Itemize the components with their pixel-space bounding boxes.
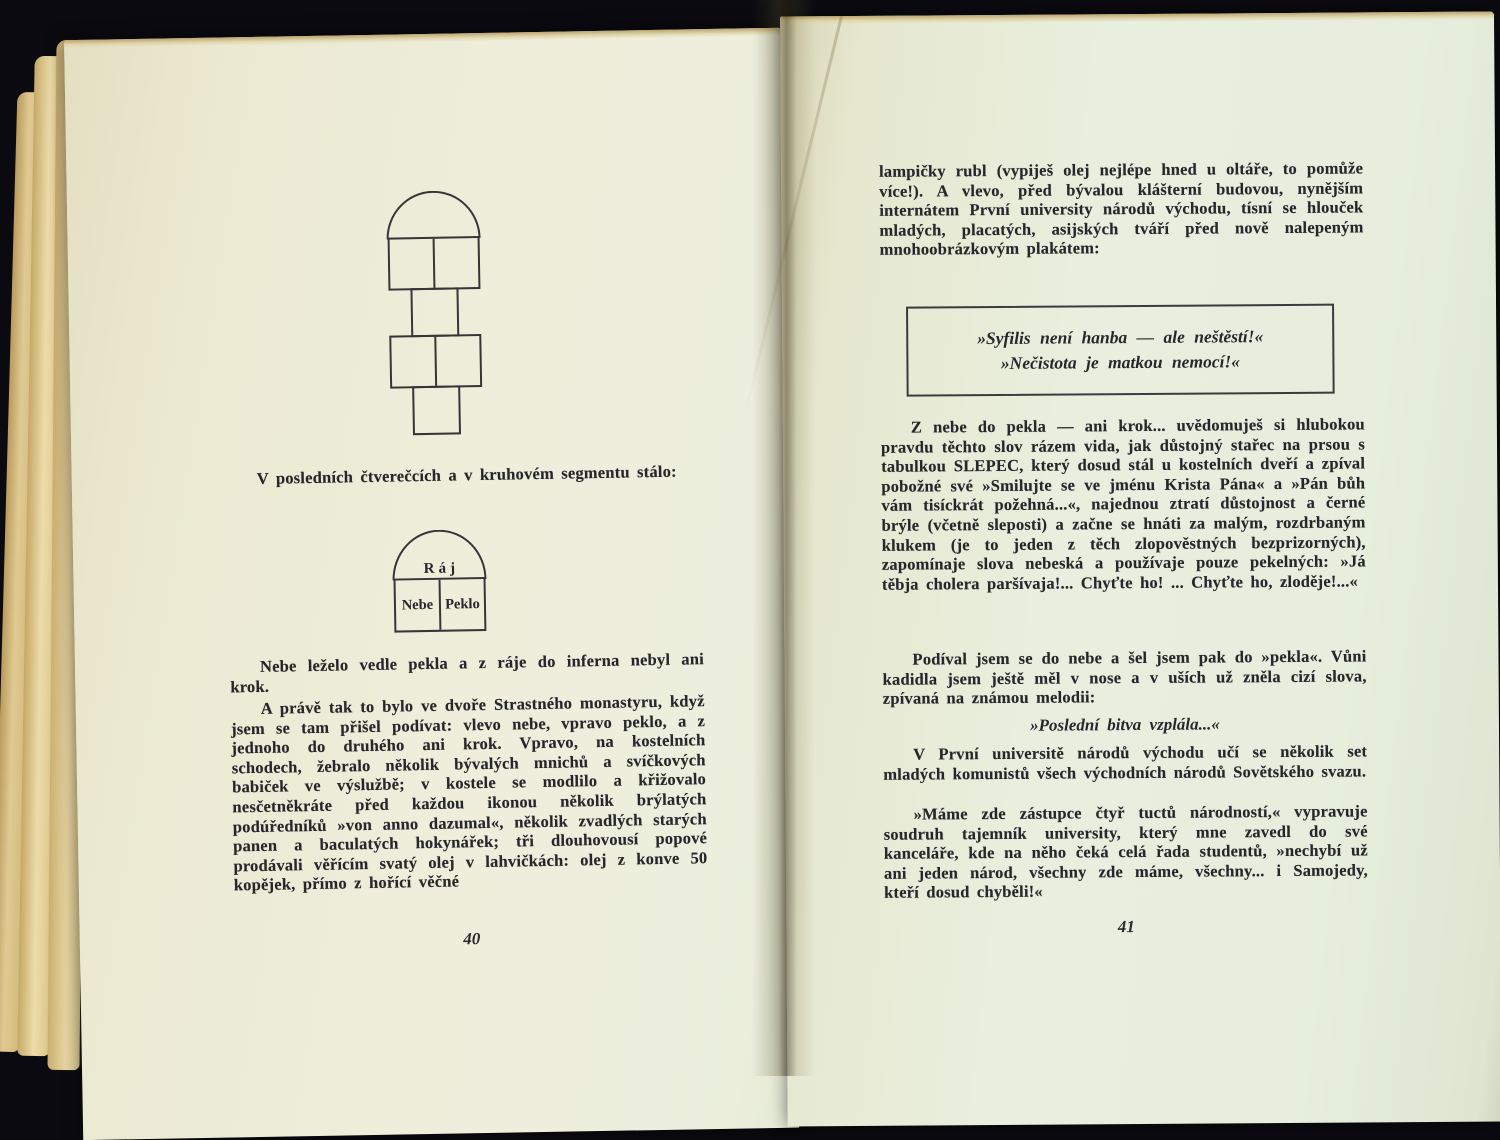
song-quote-line: »Poslední bitva vzplála...« [1029, 714, 1220, 735]
body-paragraph: Nebe leželo vedle pekla a z ráje do inferna nebyl ani krok. [230, 649, 705, 697]
body-paragraph: V První universitě národů východu učí se několik set mladých komunistů všech východních národů Sovětského svazu. [883, 741, 1368, 784]
hopscotch-single-square [410, 287, 459, 337]
body-paragraph: lampičky rubl (vypiješ olej nejlépe hned u oltáře, to pomůže více!). A vlevo, před bývalou klášterní budovou, nynějším internátem První university národů východu, tísní se hlouček mladých, placatých, asijských tváří před nově nalepeným mnohoobrázkovým plakátem: [879, 158, 1364, 260]
body-paragraph: »Máme zde zástupce čtyř tuctů národností,« vypravuje soudruh tajemník university, který mne zavedl do své kanceláře, kde na něho čeká celá řada studentů, »nechybí už ani jeden národ, všechny zde máme, všechny... i Samojedy, kteří dosud chyběli!« [883, 801, 1369, 903]
hopscotch-single-square [412, 385, 461, 435]
raj-cell-row [393, 577, 486, 633]
poster-line-2: »Nečistota je matkou nemocí!« [1000, 351, 1241, 373]
raj-dome-label: Ráj [423, 560, 460, 578]
raj-dome-segment [392, 529, 487, 581]
right-page [780, 12, 1500, 1127]
poster-quote-box [906, 304, 1335, 397]
hopscotch-row-lower [389, 334, 482, 389]
left-page [64, 28, 799, 1140]
poster-line-1: »Syfilis není hanba — ale neštěstí!« [977, 326, 1264, 349]
raj-diagram [391, 529, 489, 633]
body-paragraph: A právě tak to bylo ve dvoře Strastného monastyru, když jsem se tam přišel podívat: vlevo nebe, vpravo peklo, a z jednoho do druhého ani krok. Vpravo, na kostelních schodech, žebralo několik bývalých mnichů a svíčkových babiček ve výslužbě; v kostele se modlilo a křižovalo nesčetněkráte před každou ikonou několik brýlatých podúředníků »von anno dazumal«, několik zvadlých starých panen a baculatých hokynářek; tři dlouhovousí popové prodávali věřícím svatý olej v lahvičkách: olej z konve 50 kopějek, přímo z hořící věčné [230, 691, 708, 895]
body-paragraph: Z nebe do pekla — ani krok... uvědomuješ si hlubokou pravdu těchto slov rázem vida, jak důstojný stařec na prsou s tabulkou SLEPEC, který dosud stál u kostelních dveří a zpíval pobožné své »Smilujte se ve jménu Krista Pána« a »Pán bůh vám tisíckrát požehná...«, najednou ztratí důstojnost a černé brýle (včetně sleposti) a začne se hnáti za malým, rozdrbaným klukem (je to jeden z těch zlopověstných bezprizorných), zapomínaje slova nebeská a používaje pouze pekelných: »Já těbja cholera paršívaja!... Chyťte ho! ... Chyťte ho, zloděje!...« [880, 414, 1366, 594]
body-paragraph: Podíval jsem se do nebe a šel jsem pak do »pekla«. Vůni kadidla jsem ještě měl v nose a v uších už zněla cizí slova, zpívaná na známou melodii: [882, 646, 1367, 708]
hopscotch-cell [435, 238, 479, 288]
nebe-cell-label: Nebe [396, 580, 442, 631]
hopscotch-diagram [385, 190, 485, 436]
peklo-cell-label: Peklo [444, 595, 480, 613]
hopscotch-cell [436, 336, 480, 386]
hopscotch-row-upper [388, 236, 481, 291]
hopscotch-dome-segment [386, 190, 481, 240]
page-number-right: 41 [1117, 917, 1135, 937]
left-intro-paragraph: V posledních čtverečcích a v kruhovém segmentu stálo: [256, 461, 677, 488]
hopscotch-cell [390, 239, 436, 289]
page-number-left: 40 [463, 929, 481, 949]
hopscotch-cell [391, 337, 437, 387]
